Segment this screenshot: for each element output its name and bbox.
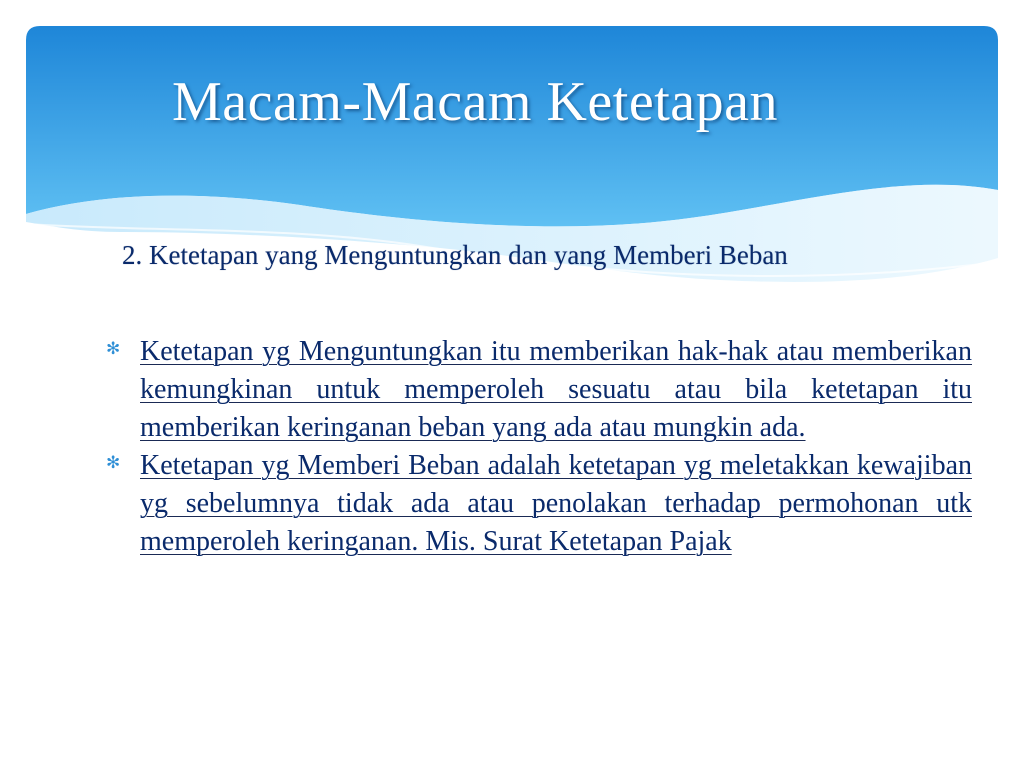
bullet-list [106, 333, 972, 561]
bullet-item [106, 447, 972, 561]
slide-title: Macam-Macam Ketetapan [172, 71, 778, 133]
slide-subtitle: 2. Ketetapan yang Menguntungkan dan yang Memberi Beban [122, 240, 788, 270]
bullet-item [106, 333, 972, 447]
asterisk-bullet-icon: ✻ [106, 453, 121, 473]
asterisk-bullet-icon: ✻ [106, 339, 121, 359]
bullet-text: Ketetapan yg Menguntungkan itu memberikan hak-hak atau memberikan kemungkinan untuk memperoleh sesuatu atau bila ketetapan itu memberikan keringanan beban yang ada atau mungkin ada. [140, 336, 972, 443]
bullet-text: Ketetapan yg Memberi Beban adalah ketetapan yg meletakkan kewajiban yg sebelumnya tidak ada atau penolakan terhadap permohonan utk memperoleh keringanan. Mis. Surat Ketetapan Pajak [140, 450, 972, 557]
